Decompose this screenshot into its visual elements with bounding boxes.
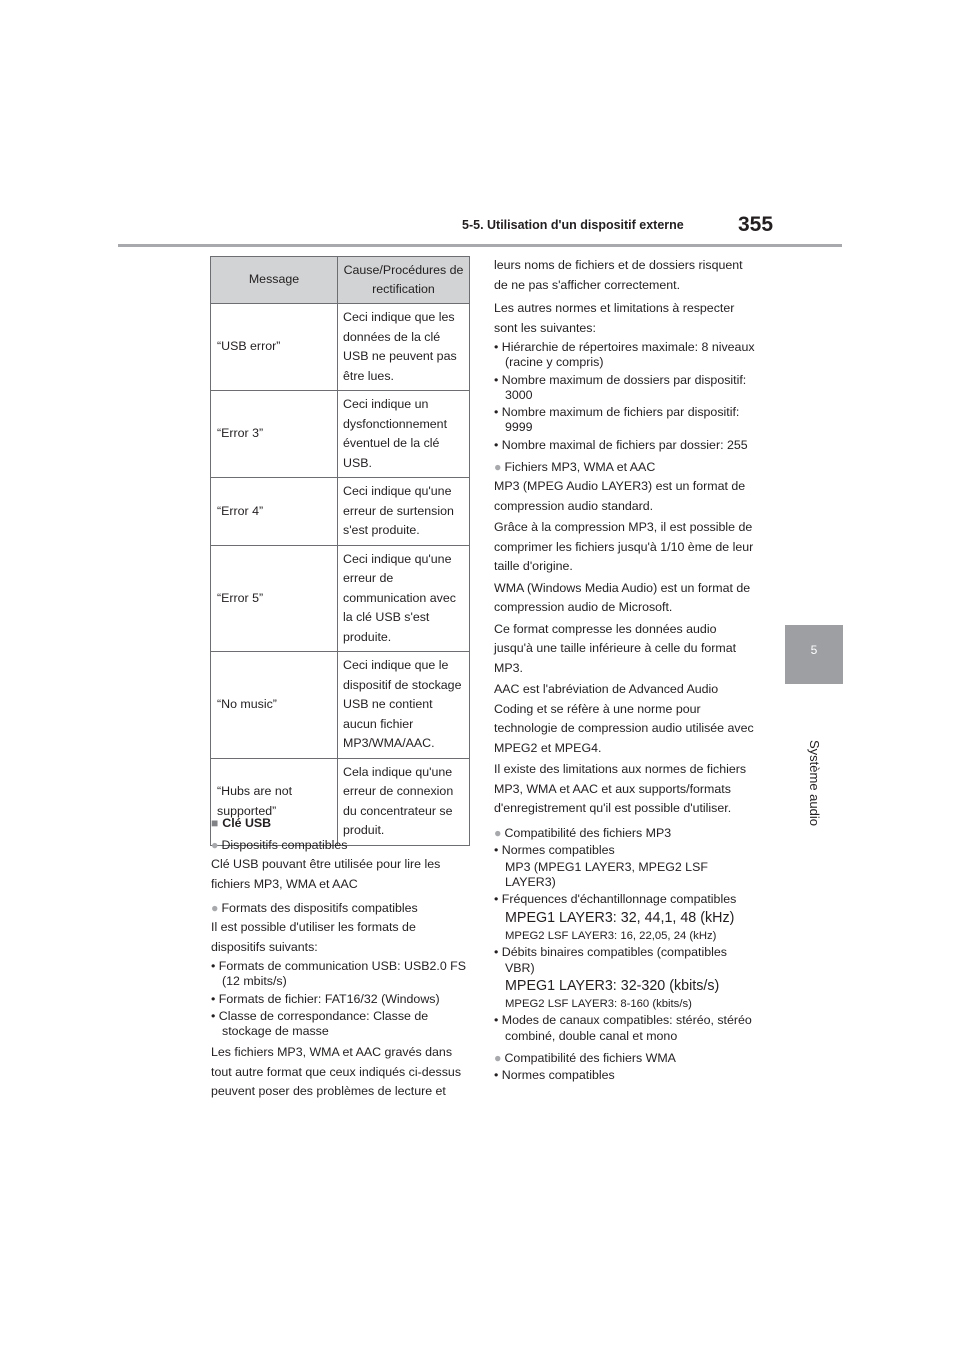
format-list [211,959,473,1039]
message-cell: “No music” [211,652,338,759]
table-row [211,391,470,478]
cause-cell: Ceci indique un dysfonctionnement éventuel de la clé USB. [338,391,470,478]
cause-cell: Ceci indique qu'une erreur de communication avec la clé USB s'est produite. [338,545,470,652]
spec-value: MPEG1 LAYER3: 32, 44,1, 48 (kHz) [505,909,735,926]
paragraph: MP3 (MPEG Audio LAYER3) est un format de compression audio standard. [494,479,746,513]
table-row [211,652,470,759]
paragraph: Il existe des limitations aux normes de fichiers MP3, WMA et AAC et aux supports/formats d'enregistrement qu'il est possible d'utiliser. [494,762,747,816]
cause-cell: Cela indique qu'une erreur de connexion du concentrateur se produit. [338,758,470,845]
list-item: • Formats de fichier: FAT16/32 (Windows) [211,991,440,1006]
table-row [211,545,470,652]
table-row [211,478,470,546]
list-item: • Normes compatibles [494,842,615,857]
square-bullet-icon: ■ [211,816,219,830]
circle-bullet-icon: ● [494,460,502,475]
cause-cell: Ceci indique que le dispositif de stockage USB ne contient aucun fichier MP3/WMA/AAC. [338,652,470,759]
chapter-label: Système audio [807,740,822,826]
section-heading: ■ Clé USB [211,816,272,830]
paragraph: WMA (Windows Media Audio) est un format de compression audio de Microsoft. [494,580,751,615]
error-message-table [210,256,470,846]
list-item: • Normes compatibles [494,1067,615,1082]
list-item: • Classe de correspondance: Classe de stockage de masse [211,1008,429,1039]
subheading: ● Dispositifs compatibles [211,838,348,852]
list-item: • Fréquences d'échantillonnage compatibles [494,892,737,907]
circle-bullet-icon: ● [494,1050,502,1065]
column-header-message: Message [211,257,338,304]
paragraph: Ce format compresse les données audio jusqu'à une taille inférieure à celle du format MP3. [494,621,737,675]
list-item: • Formats de communication USB: USB2.0 FS (12 mbits/s) [211,959,466,989]
left-column [211,815,473,1104]
mp3-spec-list [494,843,756,1044]
subheading: ● Compatibilité des fichiers WMA [494,1050,676,1065]
paragraph: Les fichiers MP3, WMA et AAC gravés dans tout autre format que ceux indiqués ci-dessus peuvent poser des problèmes de lecture et [211,1045,462,1099]
message-cell: “USB error” [211,304,338,391]
subheading: ● Fichiers MP3, WMA et AAC [494,460,656,475]
list-item: • Nombre maximum de dossiers par dispositif: 3000 [494,372,747,402]
paragraph: AAC est l'abréviation de Advanced Audio Coding et se réfère à une norme pour technologie de compression audio utilisée avec MPEG2 et MPEG4. [494,682,754,755]
subheading: ● Formats des dispositifs compatibles [211,901,418,915]
circle-bullet-icon: ● [211,901,219,915]
paragraph: Il est possible d'utiliser les formats de dispositifs suivants: [211,920,416,954]
spec-value: MPEG1 LAYER3: 32-320 (kbits/s) [505,977,720,994]
cause-cell: Ceci indique que les données de la clé USB ne peuvent pas être lues. [338,304,470,391]
spec-value: MPEG2 LSF LAYER3: 16, 22,05, 24 (kHz) [505,929,717,942]
page-number: 355 [738,213,774,236]
cause-cell: Ceci indique qu'une erreur de surtension s'est produite. [338,478,470,546]
subheading: ● Compatibilité des fichiers MP3 [494,825,672,840]
chapter-tab: 5 [785,625,843,684]
list-item: • Nombre maximal de fichiers par dossier: 255 [494,437,748,452]
right-column [494,256,756,1085]
limits-list [494,340,756,453]
spec-value: MPEG2 LSF LAYER3: 8-160 (kbits/s) [505,997,692,1010]
list-item: • Hiérarchie de répertoires maximale: 8 niveaux (racine y compris) [494,340,755,370]
spec-value: MP3 (MPEG1 LAYER3, MPEG2 LSF LAYER3) [505,859,708,890]
list-item: • Nombre maximum de fichiers par dispositif: 9999 [494,405,740,435]
column-header-cause: Cause/Procédures de rectification [338,257,470,304]
message-cell: “Error 3” [211,391,338,478]
table-header-row [211,257,470,304]
circle-bullet-icon: ● [211,838,219,852]
paragraph: Clé USB pouvant être utilisée pour lire les fichiers MP3, WMA et AAC [211,857,441,891]
message-cell: “Error 5” [211,545,338,652]
list-item: • Modes de canaux compatibles: stéréo, stéréo combiné, double canal et mono [494,1013,752,1043]
list-item: • Débits binaires compatibles (compatibles VBR) [494,945,727,975]
paragraph: leurs noms de fichiers et de dossiers risquent de ne pas s'afficher correctement. [494,258,743,292]
section-title: 5-5. Utilisation d'un dispositif externe [462,218,684,232]
paragraph: Les autres normes et limitations à respecter sont les suivantes: [494,301,735,335]
circle-bullet-icon: ● [494,825,502,840]
table-row [211,304,470,391]
message-cell: “Error 4” [211,478,338,546]
header-divider [118,244,842,247]
paragraph: Grâce à la compression MP3, il est possible de comprimer les fichiers jusqu'à 1/10 ème de leur taille d'origine. [494,520,754,574]
message-cell: “Hubs are not supported” [211,758,338,845]
